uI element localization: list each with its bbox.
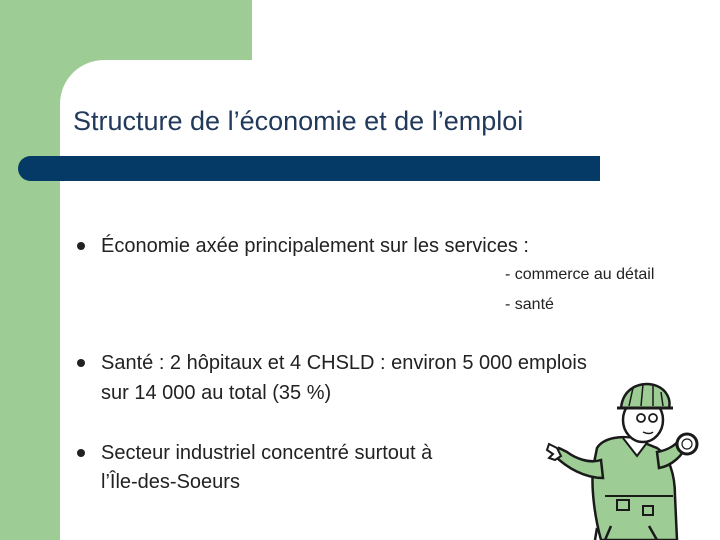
title-underline-bar	[18, 156, 600, 181]
detective-clipart-icon	[545, 378, 720, 540]
slide-title: Structure de l’économie et de l’emploi	[73, 106, 524, 136]
bullet-dot	[77, 242, 85, 250]
subitem-sante: - santé	[505, 296, 554, 313]
bullet-text-industrie-line2: l’Île-des-Soeurs	[101, 471, 240, 493]
bullet-dot	[77, 359, 85, 367]
bullet-text-industrie-line1: Secteur industriel concentré surtout à	[101, 442, 433, 464]
bullet-text-economy: Économie axée principalement sur les services :	[101, 235, 529, 257]
bullet-text-sante-line1: Santé : 2 hôpitaux et 4 CHSLD : environ 5 000 emplois	[101, 352, 587, 374]
bullet-dot	[77, 449, 85, 457]
subitem-commerce: - commerce au détail	[505, 266, 655, 283]
bullet-text-sante-line2: sur 14 000 au total (35 %)	[101, 382, 332, 404]
